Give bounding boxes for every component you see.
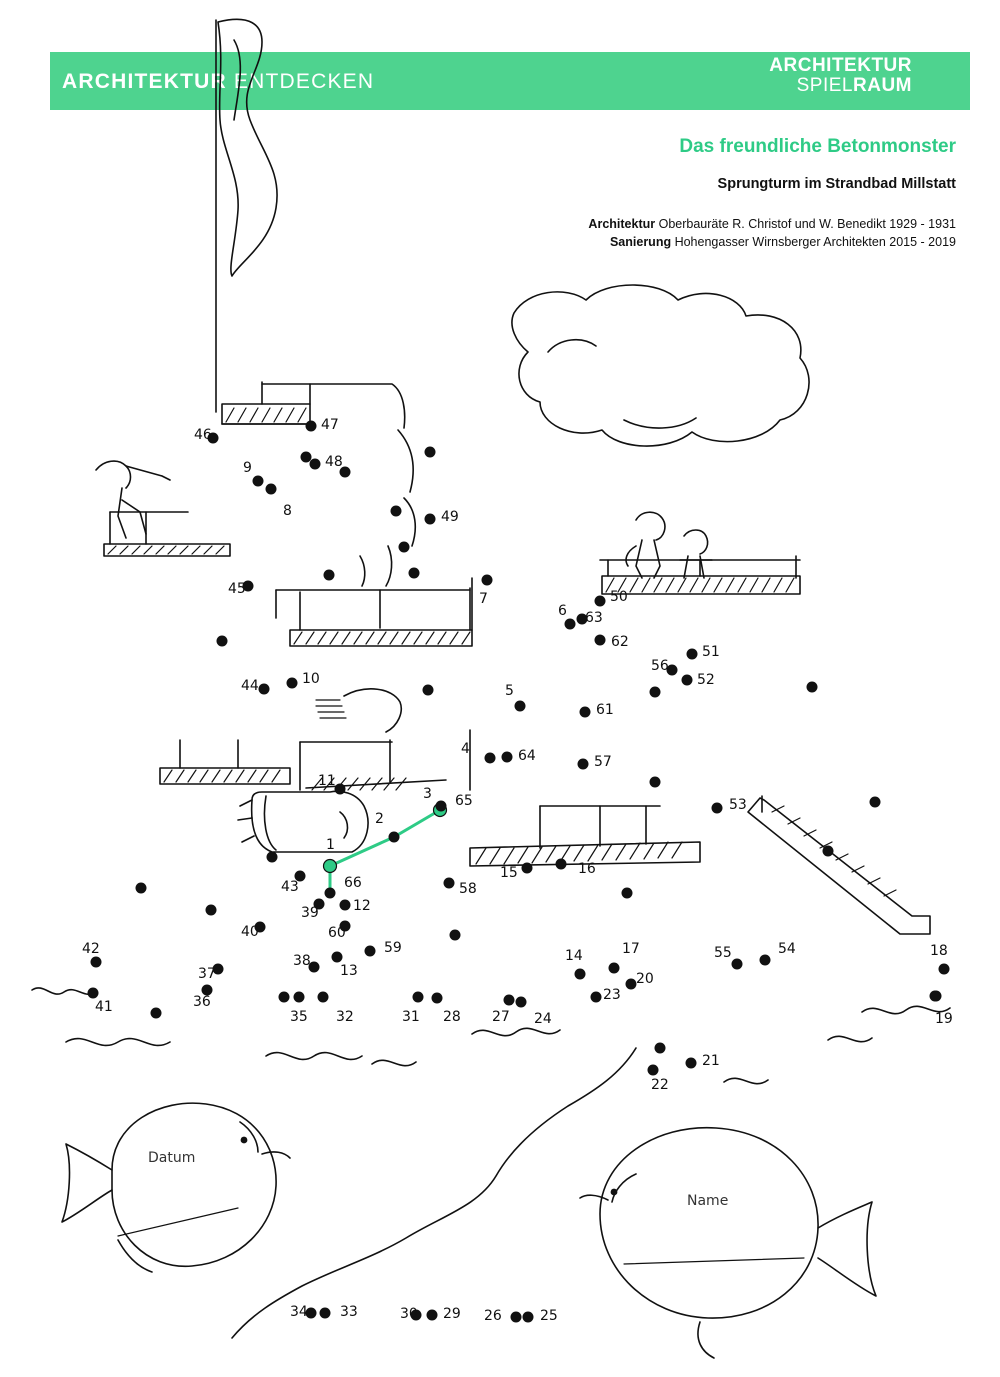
- numbered-dot-18: [939, 964, 950, 975]
- dot-number-62: 62: [611, 634, 629, 650]
- dot-number-65: 65: [455, 793, 473, 809]
- numbered-dot-28: [432, 993, 443, 1004]
- dot-marker: [301, 452, 312, 463]
- dot-number-17: 17: [622, 941, 640, 957]
- dot-number-54: 54: [778, 941, 796, 957]
- dot-number-2: 2: [375, 811, 384, 827]
- numbered-dot-16: [556, 859, 567, 870]
- dot-number-50: 50: [610, 589, 628, 605]
- dot-number-24: 24: [534, 1011, 552, 1027]
- dot-marker: [206, 905, 217, 916]
- dot-number-58: 58: [459, 881, 477, 897]
- numbered-dot-31: [413, 992, 424, 1003]
- dot-number-51: 51: [702, 644, 720, 660]
- dot-marker: [391, 506, 402, 517]
- dot-number-56: 56: [651, 658, 669, 674]
- numbered-dot-41: [88, 988, 99, 999]
- dot-number-61: 61: [596, 702, 614, 718]
- dot-number-20: 20: [636, 971, 654, 987]
- dot-number-64: 64: [518, 748, 536, 764]
- numbered-dot-29: [427, 1310, 438, 1321]
- numbered-dot-1: [324, 860, 337, 873]
- dot-number-22: 22: [651, 1077, 669, 1093]
- dot-number-35: 35: [290, 1009, 308, 1025]
- dot-number-40: 40: [241, 924, 259, 940]
- dot-number-52: 52: [697, 672, 715, 688]
- numbered-dot-51: [687, 649, 698, 660]
- numbered-dot-58: [444, 878, 455, 889]
- numbered-dot-59: [365, 946, 376, 957]
- dot-number-3: 3: [423, 786, 432, 802]
- dot-number-6: 6: [558, 603, 567, 619]
- numbered-dot-27: [504, 995, 515, 1006]
- dot-number-34: 34: [290, 1304, 308, 1320]
- numbered-dot-2: [389, 832, 400, 843]
- numbered-dot-15: [522, 863, 533, 874]
- numbered-dot-49: [425, 514, 436, 525]
- dot-number-44: 44: [241, 678, 259, 694]
- dot-number-48: 48: [325, 454, 343, 470]
- numbered-dot-24: [516, 997, 527, 1008]
- dot-marker: [324, 570, 335, 581]
- numbered-dot-65: [436, 801, 447, 812]
- page-title: Das freundliche Betonmonster: [679, 136, 956, 157]
- page-subtitle: Sprungturm im Strandbad Millstatt: [717, 176, 956, 192]
- credit-architecture-value: Oberbauräte R. Christof und W. Benedikt 1929 - 1931: [658, 217, 956, 231]
- numbered-dot-6: [565, 619, 576, 630]
- numbered-dot-22: [648, 1065, 659, 1076]
- dot-number-60: 60: [328, 925, 346, 941]
- brand-left-light: ENTDECKEN: [233, 70, 375, 93]
- dot-number-19: 19: [935, 1011, 953, 1027]
- dot-marker: [136, 883, 147, 894]
- dot-number-8: 8: [283, 503, 292, 519]
- numbered-dot-66: [325, 888, 336, 899]
- numbered-dot-8: [266, 484, 277, 495]
- numbered-dot-17: [609, 963, 620, 974]
- dot-number-21: 21: [702, 1053, 720, 1069]
- numbered-dot-55: [732, 959, 743, 970]
- dot-marker: [650, 777, 661, 788]
- dot-marker: [450, 930, 461, 941]
- numbered-dot-48: [310, 459, 321, 470]
- numbered-dot-26: [511, 1312, 522, 1323]
- dot-number-59: 59: [384, 940, 402, 956]
- dot-number-11: 11: [318, 773, 336, 789]
- numbered-dot-23: [591, 992, 602, 1003]
- numbered-dot-57: [578, 759, 589, 770]
- dot-number-66: 66: [344, 875, 362, 891]
- brand-right-line2-light: SPIEL: [796, 74, 853, 96]
- numbered-dot-44: [259, 684, 270, 695]
- dot-number-16: 16: [578, 861, 596, 877]
- numbered-dot-62: [595, 635, 606, 646]
- numbered-dot-20: [626, 979, 637, 990]
- dot-number-55: 55: [714, 945, 732, 961]
- dot-number-23: 23: [603, 987, 621, 1003]
- dot-marker: [807, 682, 818, 693]
- dot-number-25: 25: [540, 1308, 558, 1324]
- dot-number-30: 30: [400, 1306, 418, 1322]
- dot-number-47: 47: [321, 417, 339, 433]
- dot-marker: [409, 568, 420, 579]
- brand-right-line2-bold: RAUM: [853, 74, 912, 96]
- dot-number-45: 45: [228, 581, 246, 597]
- dot-number-10: 10: [302, 671, 320, 687]
- dot-marker: [217, 636, 228, 647]
- numbered-dot-54: [760, 955, 771, 966]
- dot-number-12: 12: [353, 898, 371, 914]
- name-field-label: Name: [687, 1193, 729, 1209]
- dot-number-27: 27: [492, 1009, 510, 1025]
- dot-number-28: 28: [443, 1009, 461, 1025]
- dot-number-38: 38: [293, 953, 311, 969]
- dot-marker: [151, 1008, 162, 1019]
- dot-number-18: 18: [930, 943, 948, 959]
- dot-number-36: 36: [193, 994, 211, 1010]
- dot-number-31: 31: [402, 1009, 420, 1025]
- credit-renovation-label: Sanierung: [609, 235, 672, 250]
- dot-number-26: 26: [484, 1308, 502, 1324]
- numbered-dot-10: [287, 678, 298, 689]
- numbered-dot-50: [595, 596, 606, 607]
- numbered-dot-9: [253, 476, 264, 487]
- dot-number-13: 13: [340, 963, 358, 979]
- dot-marker: [870, 797, 881, 808]
- numbered-dot-4: [485, 753, 496, 764]
- numbered-dot-11: [335, 784, 346, 795]
- dot-number-49: 49: [441, 509, 459, 525]
- dot-marker: [399, 542, 410, 553]
- numbered-dot-19: [930, 991, 941, 1002]
- numbered-dot-64: [502, 752, 513, 763]
- dot-marker: [622, 888, 633, 899]
- dot-number-39: 39: [301, 905, 319, 921]
- dot-number-46: 46: [194, 427, 212, 443]
- numbered-dot-13: [332, 952, 343, 963]
- dot-marker: [655, 1043, 666, 1054]
- numbered-dot-14: [575, 969, 586, 980]
- dot-number-53: 53: [729, 797, 747, 813]
- numbered-dot-12: [340, 900, 351, 911]
- dot-marker: [650, 687, 661, 698]
- numbered-dot-52: [682, 675, 693, 686]
- dot-marker: [423, 685, 434, 696]
- dot-number-41: 41: [95, 999, 113, 1015]
- date-field-label: Datum: [148, 1150, 196, 1166]
- dot-number-37: 37: [198, 966, 216, 982]
- dot-number-32: 32: [336, 1009, 354, 1025]
- numbered-dot-61: [580, 707, 591, 718]
- numbered-dot-35: [294, 992, 305, 1003]
- numbered-dot-7: [482, 575, 493, 586]
- dot-number-9: 9: [243, 460, 252, 476]
- numbered-dot-5: [515, 701, 526, 712]
- dot-number-5: 5: [505, 683, 514, 699]
- dot-number-15: 15: [500, 865, 518, 881]
- dot-number-57: 57: [594, 754, 612, 770]
- dot-marker: [823, 846, 834, 857]
- dot-number-43: 43: [281, 879, 299, 895]
- credit-architecture-label: Architektur: [588, 217, 656, 231]
- brand-left-bold: ARCHITEKTUR: [62, 70, 227, 93]
- dot-number-33: 33: [340, 1304, 358, 1320]
- dot-number-29: 29: [443, 1306, 461, 1322]
- numbered-dot-25: [523, 1312, 534, 1323]
- dot-number-1: 1: [326, 837, 335, 853]
- dot-number-42: 42: [82, 941, 100, 957]
- dot-number-63: 63: [585, 610, 603, 626]
- credit-renovation-value: Hohengasser Wirnsberger Architekten 2015 - 2019: [674, 235, 956, 250]
- numbered-dot-42: [91, 957, 102, 968]
- numbered-dot-32: [318, 992, 329, 1003]
- dot-marker: [279, 992, 290, 1003]
- numbered-dot-33: [320, 1308, 331, 1319]
- dot-number-7: 7: [479, 591, 488, 607]
- numbered-dot-53: [712, 803, 723, 814]
- brand-right-line1: ARCHITEKTUR: [769, 55, 912, 76]
- dot-marker: [267, 852, 278, 863]
- dot-marker: [425, 447, 436, 458]
- numbered-dot-21: [686, 1058, 697, 1069]
- dot-number-14: 14: [565, 948, 583, 964]
- numbered-dot-47: [306, 421, 317, 432]
- dot-number-4: 4: [461, 741, 470, 757]
